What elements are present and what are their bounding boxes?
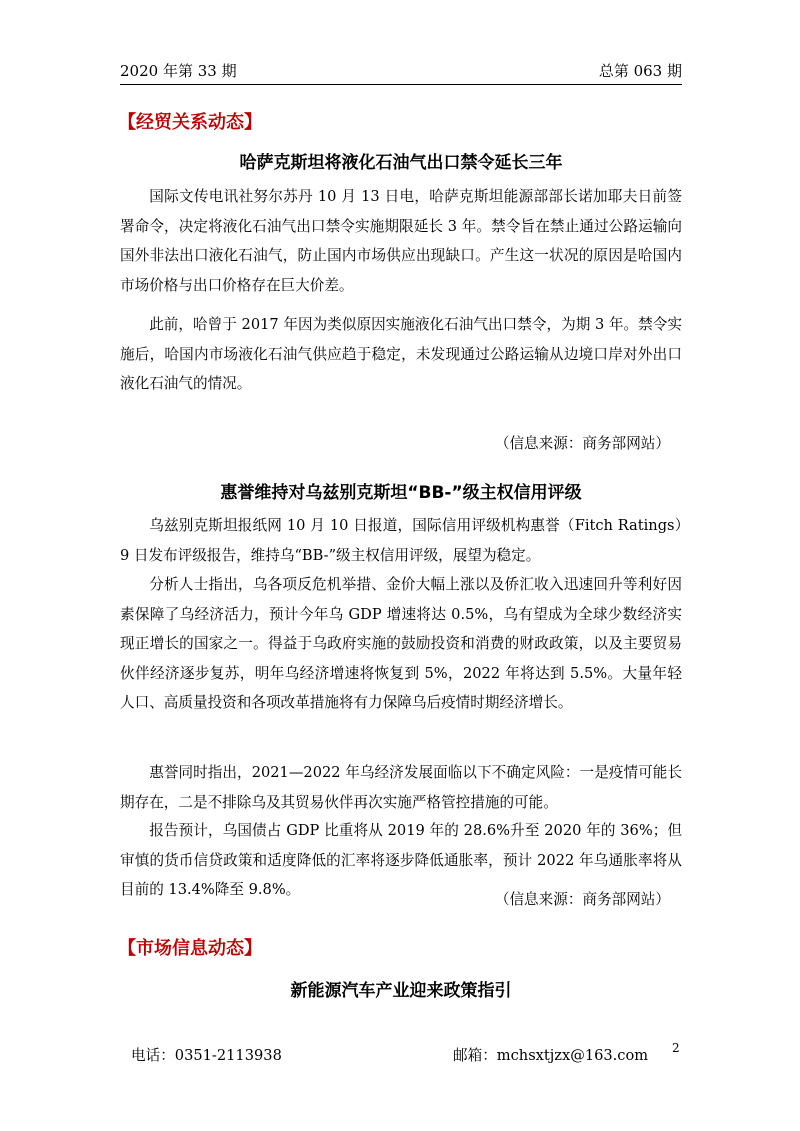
total-issue-number: 总第 063 期 [598, 62, 682, 80]
article-source: （信息来源：商务部网站） [494, 891, 670, 908]
footer-email: 邮箱：mchsxtjzx@163.com [453, 1047, 649, 1064]
article-paragraph: 报告预计，乌国债占 GDP 比重将从 2019 年的 28.6%升至 2020 年的 36%；但审慎的货币信贷政策和适度降低的汇率将逐步降低通胀率，预计 2022 年乌通胀率将从目前的 13.4%降至 9.8%。 [120, 822, 682, 898]
article-title-new-energy: 新能源汽车产业迎来政策指引 [290, 981, 512, 1001]
article-paragraph: 国际文传电讯社努尔苏丹 10 月 13 日电，哈萨克斯坦能源部部长诺加耶夫日前签署命令，决定将液化石油气出口禁令实施期限延长 3 年。禁令旨在禁止通过公路运输向国外非法出口液化石油气，防止国内市场供应出现缺口。产生这一状况的原因是哈国内市场价格与出口价格存在巨大价差。 [120, 188, 682, 294]
page-header [120, 56, 682, 85]
article-source: （信息来源：商务部网站） [494, 435, 670, 452]
article-title-fitch: 惠誉维持对乌兹别克斯坦“BB-”级主权信用评级 [220, 483, 582, 503]
article-paragraph: 分析人士指出，乌各项反危机举措、金价大幅上涨以及侨汇收入迅速回升等利好因素保障了乌经济活力，预计今年乌 GDP 增速将达 0.5%，乌有望成为全球少数经济实现正增长的国家之一。得益于乌政府实施的鼓励投资和消费的财政政策，以及主要贸易伙伴经济逐步复苏，明年乌经济增速将恢复到 5%，2022 年将达到 5.5%。大量年轻人口、高质量投资和各项改革措施将有力保障乌后疫情时期经济增长。 [120, 576, 682, 711]
article-paragraph: 此前，哈曾于 2017 年因为类似原因实施液化石油气出口禁令，为期 3 年。禁令实施后，哈国内市场液化石油气供应趋于稳定，未发现通过公路运输从边境口岸对外出口液化石油气的情况。 [120, 316, 682, 392]
footer-phone: 电话：0351-2113938 [131, 1047, 282, 1064]
section-heading-market: 【市场信息动态】 [118, 938, 262, 959]
article-paragraph: 惠誉同时指出，2021—2022 年乌经济发展面临以下不确定风险：一是疫情可能长期存在，二是不排除乌及其贸易伙伴再次实施严格管控措施的可能。 [120, 764, 682, 811]
page-number: 2 [672, 1041, 680, 1055]
issue-number: 2020 年第 33 期 [120, 62, 237, 80]
article-paragraph: 乌兹别克斯坦报纸网 10 月 10 日报道，国际信用评级机构惠誉（Fitch Ratings）9 日发布评级报告，维持乌“BB-”级主权信用评级，展望为稳定。 [120, 517, 682, 564]
article-title-kazakhstan: 哈萨克斯坦将液化石油气出口禁令延长三年 [239, 153, 563, 173]
section-heading-trade: 【经贸关系动态】 [118, 112, 262, 133]
